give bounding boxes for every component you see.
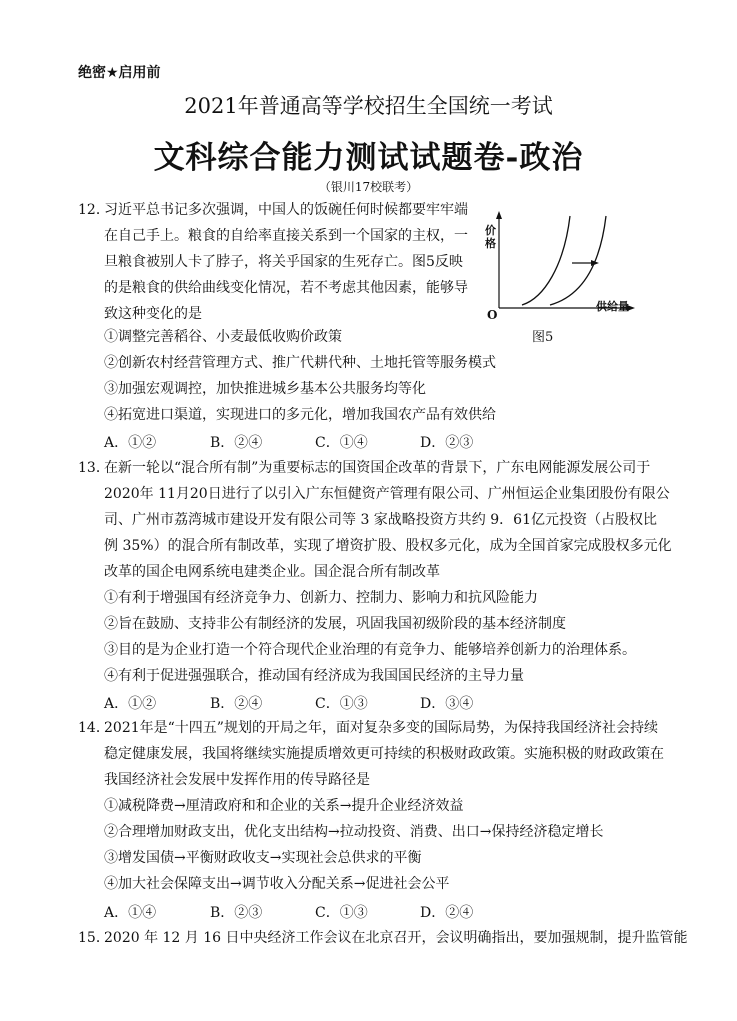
answer-option-a[interactable]: A．①② <box>104 696 157 712</box>
question-text-line: 2020年 11月20日进行了以引入广东恒健资产管理有限公司、广州恒运企业集团股份有限公 <box>104 486 670 502</box>
statement-item: ③加强宏观调控，加快推进城乡基本公共服务均等化 <box>104 381 426 397</box>
question-text-line: 2020 年 12 月 16 日中央经济工作会议在北京召开，会议明确指出，要加强规制，提升监管能 <box>104 930 688 946</box>
answer-option-d[interactable]: D．③④ <box>420 696 474 712</box>
x-axis-label: 供给量 <box>596 300 629 313</box>
question-number: 12． <box>78 202 110 218</box>
answer-option-b[interactable]: B．②④ <box>210 435 263 451</box>
original-supply-curve <box>522 216 570 305</box>
answer-option-b[interactable]: B．②④ <box>210 696 263 712</box>
confidential-label: 绝密★启用前 <box>78 65 161 81</box>
question-text-line: 2021年是“十四五”规划的开局之年，面对复杂多变的国际局势，为保持我国经济社会持续 <box>104 720 658 736</box>
paper-title: 文科综合能力测试试题卷-政治 <box>153 140 584 176</box>
statement-item: ④有利于促进强强联合，推动国有经济成为我国国民经济的主导力量 <box>104 668 524 684</box>
answer-option-c[interactable]: C．①③ <box>315 905 368 921</box>
question-text-line: 致这种变化的是 <box>104 306 202 322</box>
question-text-line: 改革的国企电网系统电建类企业。国企混合所有制改革 <box>104 564 440 580</box>
question-number: 14． <box>78 720 110 736</box>
question-text-line: 旦粮食被别人卡了脖子，将关乎国家的生死存亡。图5反映 <box>104 254 463 270</box>
statement-item: ③增发国债→平衡财政收支→实现社会总供求的平衡 <box>104 850 422 866</box>
paper-subtitle: （银川17校联考） <box>318 180 419 194</box>
question-text-line: 司、广州市荔湾城市建设开发有限公司等 3 家战略投资方共约 9．61亿元投资（占股权比 <box>104 512 657 528</box>
y-axis-label: 价格 <box>485 224 496 250</box>
supply-curve-figure <box>482 208 642 344</box>
question-text-line: 在自己手上。粮食的自给率直接关系到一个国家的主权，一 <box>104 228 468 244</box>
question-text-line: 稳定健康发展，我国将继续实施提质增效更可持续的积极财政政策。实施积极的财政政策在 <box>104 746 664 762</box>
answer-option-c[interactable]: C．①④ <box>315 435 368 451</box>
answer-option-d[interactable]: D．②③ <box>420 435 474 451</box>
question-number: 15． <box>78 930 110 946</box>
statement-item: ①调整完善稻谷、小麦最低收购价政策 <box>104 329 342 345</box>
y-axis-arrow <box>496 211 502 219</box>
statement-item: ③目的是为企业打造一个符合现代企业治理的有竞争力、能够培养创新力的治理体系。 <box>104 642 636 658</box>
statement-item: ①减税降费→厘清政府和和企业的关系→提升企业经济效益 <box>104 798 464 814</box>
question-text-line: 在新一轮以“混合所有制”为重要标志的国资国企改革的背景下，广东电网能源发展公司于 <box>104 460 651 476</box>
question-text-line: 我国经济社会发展中发挥作用的传导路径是 <box>104 772 370 788</box>
statement-item: ②旨在鼓励、支持非公有制经济的发展，巩固我国初级阶段的基本经济制度 <box>104 616 566 632</box>
statement-item: ④加大社会保障支出→调节收入分配关系→促进社会公平 <box>104 876 450 892</box>
statement-item: ②创新农村经营管理方式、推广代耕代种、土地托管等服务模式 <box>104 355 496 371</box>
answer-option-b[interactable]: B．②③ <box>210 905 263 921</box>
figure-caption: 图5 <box>532 330 554 345</box>
statement-item: ④拓宽进口渠道，实现进口的多元化，增加我国农产品有效供给 <box>104 407 496 423</box>
statement-item: ①有利于增强国有经济竞争力、创新力、控制力、影响力和抗风险能力 <box>104 590 538 606</box>
answer-option-a[interactable]: A．①② <box>104 435 157 451</box>
answer-option-c[interactable]: C．①③ <box>315 696 368 712</box>
exam-title: 2021年普通高等学校招生全国统一考试 <box>184 94 553 118</box>
question-number: 13． <box>78 460 110 476</box>
origin-label: O <box>487 308 498 322</box>
shifted-supply-curve <box>550 216 606 305</box>
question-text-line: 习近平总书记多次强调，中国人的饭碗任何时候都要牢牢端 <box>104 202 468 218</box>
answer-option-a[interactable]: A．①④ <box>104 905 157 921</box>
question-text-line: 的是粮食的供给曲线变化情况，若不考虑其他因素，能够导 <box>104 280 468 296</box>
answer-option-d[interactable]: D．②④ <box>420 905 474 921</box>
statement-item: ②合理增加财政支出，优化支出结构→拉动投资、消费、出口→保持经济稳定增长 <box>104 824 604 840</box>
question-text-line: 例 35%）的混合所有制改革，实现了增资扩股、股权多元化，成为全国首家完成股权多元化 <box>104 538 672 554</box>
